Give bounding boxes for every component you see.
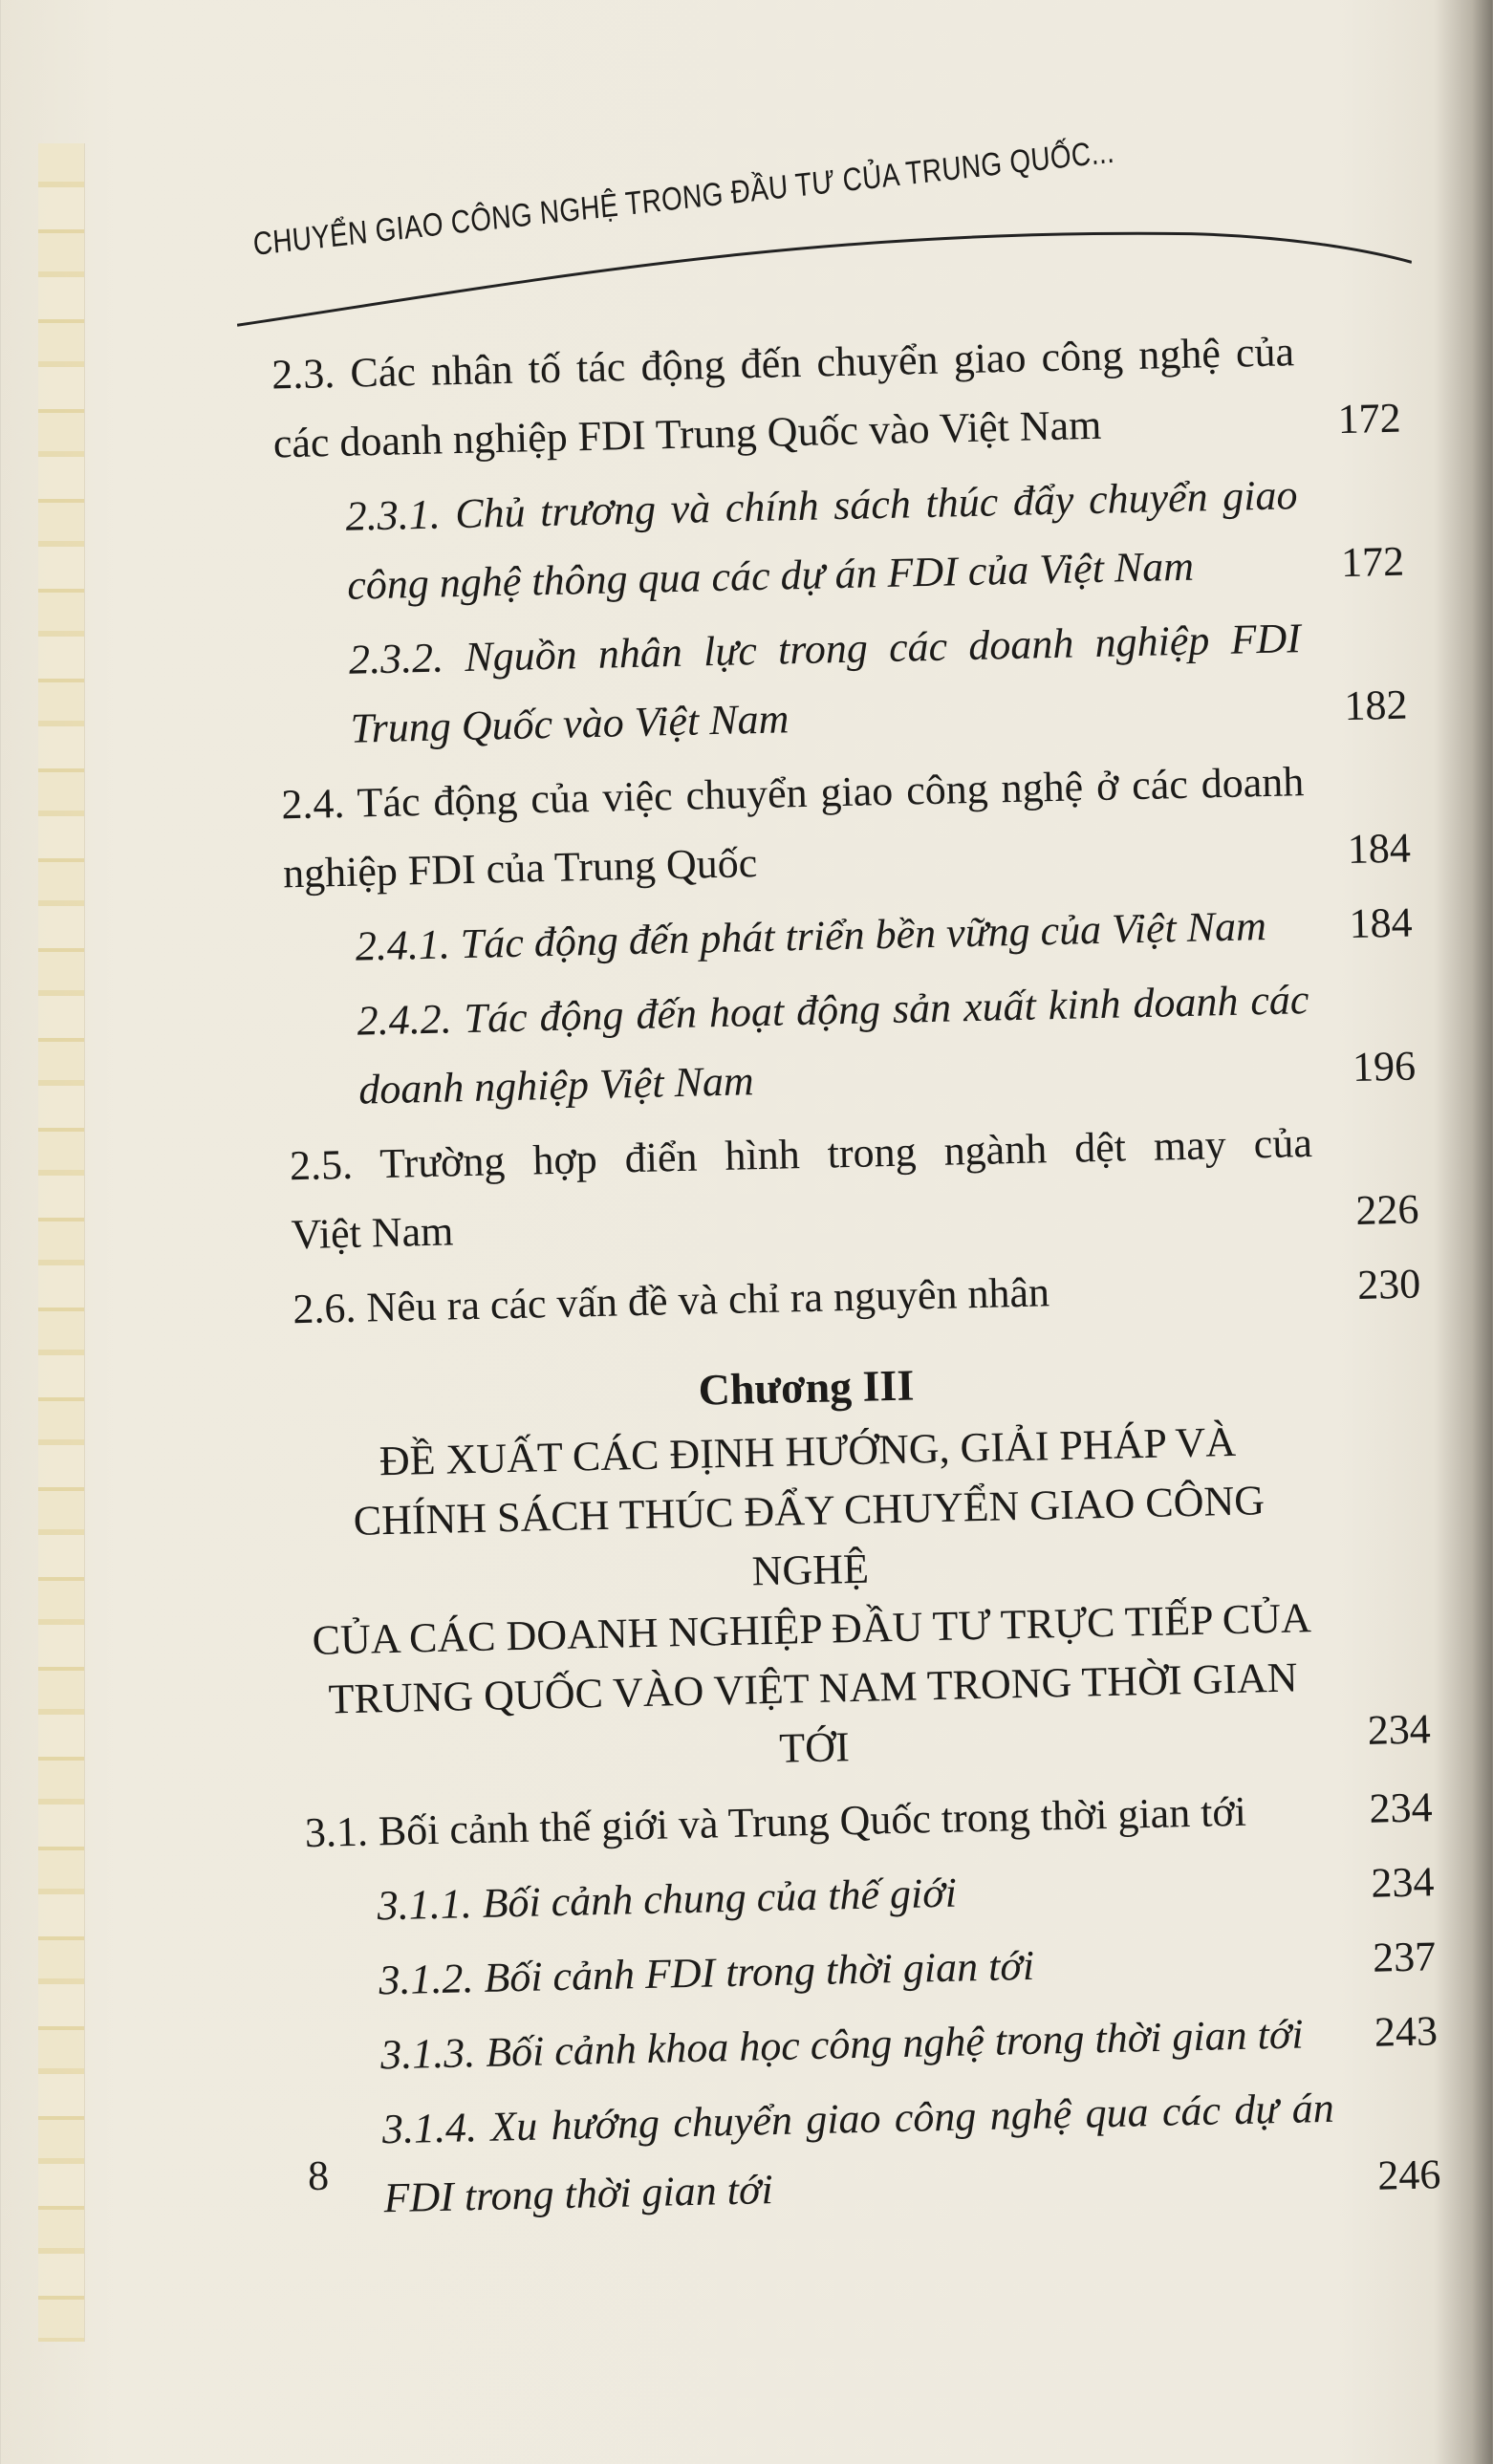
toc-entry-line: 2.3.2. Nguồn nhân lực trong các doanh nghiệp FDI: [348, 615, 1302, 683]
toc-entry-page: 184: [1347, 824, 1412, 874]
toc-entry-page: 172: [1340, 537, 1405, 587]
toc-entry-line: 2.4.2. Tác động đến hoạt động sản xuất kinh doanh các: [357, 976, 1309, 1045]
toc-entry-page: 230: [1356, 1260, 1421, 1308]
toc-entry-line: công nghệ thông qua các dự án FDI của Việt Nam: [346, 542, 1195, 609]
toc-entry-line: 2.4. Tác động của việc chuyển giao công nghệ ở các doanh: [280, 758, 1305, 829]
toc-entry-line: 3.1.4. Xu hướng chuyển giao công nghệ qua các dự án: [381, 2084, 1335, 2153]
toc-entry-page: 226: [1354, 1185, 1419, 1234]
toc-entry: [289, 1106, 1419, 1269]
toc-entry-page: 184: [1349, 898, 1414, 948]
toc-entry-line: 3.1.1. Bối cảnh chung của thế giới: [377, 1869, 958, 1930]
chapter-title-line: CHÍNH SÁCH THÚC ĐẨY CHUYỂN GIAO CÔNG NGHỆ: [353, 1477, 1266, 1595]
toc-entry-page: 237: [1372, 1933, 1437, 1981]
toc-entry: [281, 746, 1412, 909]
toc-entry-line: 2.3.1. Chủ trương và chính sách thúc đẩy chuyển giao: [345, 471, 1298, 540]
chapter-title: [295, 1411, 1326, 1789]
running-header: CHUYỂN GIAO CÔNG NGHỆ TRONG ĐẦU TƯ CỦA TRUNG QUỐC...: [251, 133, 1116, 263]
toc-entry-page: 234: [1369, 1783, 1434, 1832]
toc-entry-line: 3.1. Bối cảnh thế giới và Trung Quốc trong thời gian tới: [304, 1787, 1247, 1857]
toc-entry-line: 2.6. Nêu ra các vấn đề và chỉ ra nguyên nhân: [292, 1268, 1050, 1333]
chapter-title-line: CỦA CÁC DOANH NGHIỆP ĐẦU TƯ TRỰC TIẾP CỦA: [312, 1594, 1312, 1664]
toc-entry-line: 2.3. Các nhân tố tác động đến chuyển giao công nghệ của: [270, 328, 1295, 399]
chapter-title-line: TRUNG QUỐC VÀO VIỆT NAM TRONG THỜI GIAN TỚI: [328, 1653, 1299, 1772]
toc-entry-line: Việt Nam: [291, 1207, 454, 1259]
toc-entry: [348, 602, 1408, 764]
toc-entry: [270, 315, 1401, 479]
chapter-title-line: ĐỀ XUẤT CÁC ĐỊNH HƯỚNG, GIẢI PHÁP VÀ: [379, 1417, 1237, 1485]
page-number: 8: [307, 2151, 330, 2200]
toc-entry-page: 243: [1374, 2007, 1439, 2056]
toc-entry: [357, 963, 1417, 1125]
toc-entry-line: nghiệp FDI của Trung Quốc: [282, 839, 758, 897]
toc-entry: [381, 2071, 1441, 2233]
chapter-heading: [295, 1408, 1431, 1789]
toc-entry-page: 182: [1343, 681, 1408, 730]
toc-entry-line: Trung Quốc vào Việt Nam: [350, 695, 790, 752]
toc-entry-line: 3.1.3. Bối cảnh khoa học công nghệ trong thời gian tới: [379, 2010, 1305, 2079]
chapter-label: Chương III: [698, 1360, 915, 1415]
toc-entry-line: các doanh nghiệp FDI Trung Quốc vào Việt Nam: [272, 400, 1102, 467]
toc-entry-page: 246: [1376, 2151, 1441, 2199]
toc-entry-page: 172: [1337, 394, 1402, 443]
toc-entry-line: 2.5. Trường hợp điển hình trong ngành dệt may của: [289, 1118, 1313, 1190]
toc-entry-page: 196: [1352, 1042, 1417, 1091]
toc-entry-line: FDI trong thời gian tới: [383, 2166, 774, 2222]
toc-entry-line: 3.1.2. Bối cảnh FDI trong thời gian tới: [378, 1941, 1035, 2004]
toc-entry-line: doanh nghiệp Việt Nam: [357, 1057, 755, 1113]
toc-list: [270, 315, 1441, 2240]
chapter-page: 234: [1367, 1705, 1432, 1754]
toc-entry: [345, 459, 1405, 620]
toc-entry-page: 234: [1370, 1858, 1435, 1907]
toc-entry-line: 2.4.1. Tác động đến phát triển bền vững của Việt Nam: [355, 902, 1267, 970]
